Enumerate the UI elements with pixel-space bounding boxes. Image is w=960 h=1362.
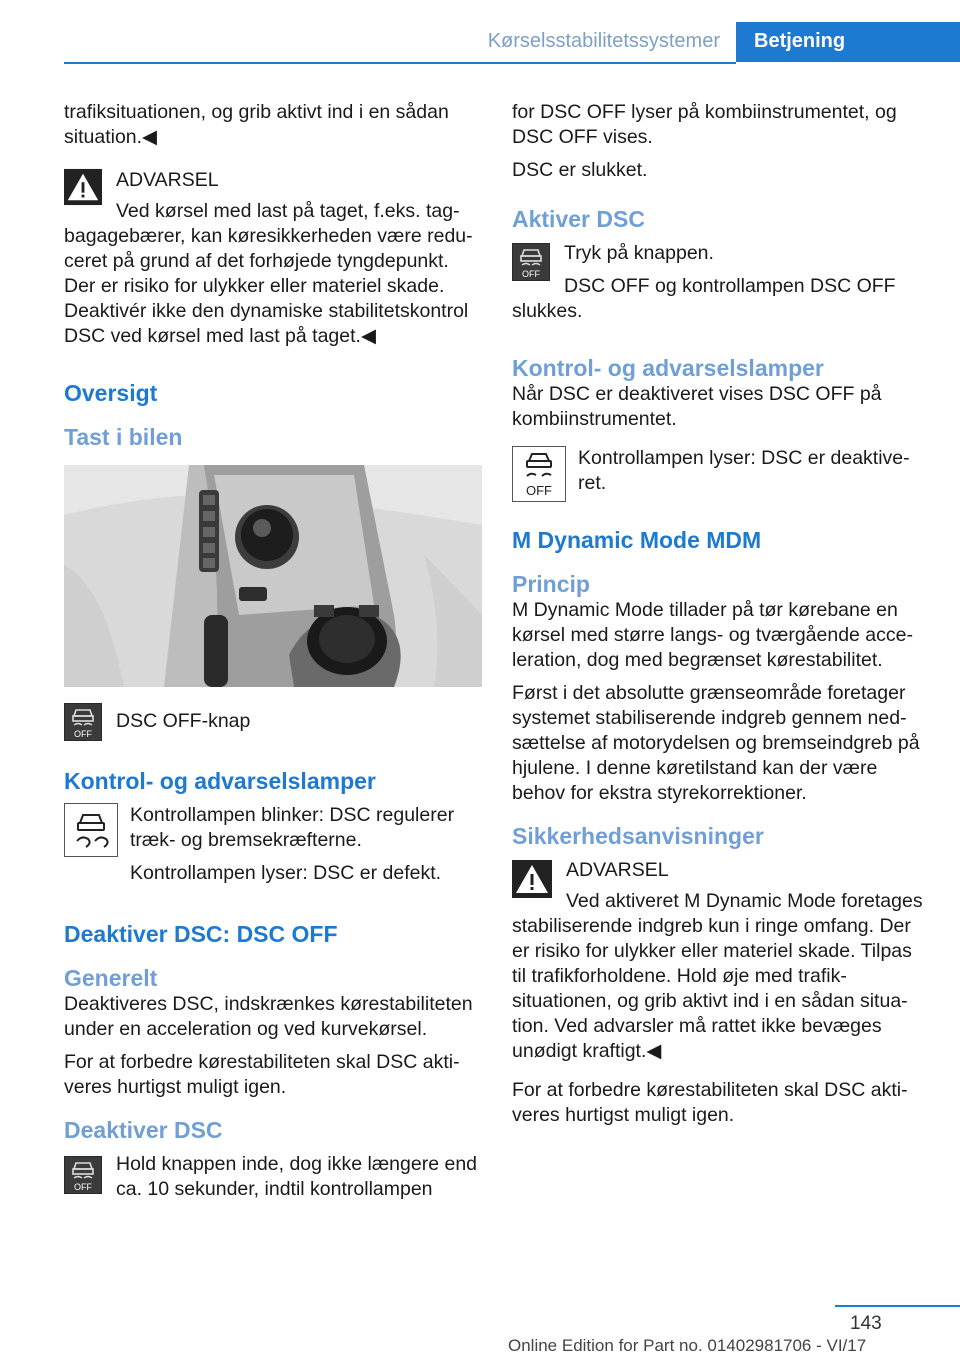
page-number: 143 xyxy=(850,1313,882,1334)
console-illustration xyxy=(64,465,482,687)
aktiver-step-2: DSC OFF og kontrollampen DSC OFF slukkes. xyxy=(512,275,896,322)
warning-triangle-icon xyxy=(512,860,552,898)
heading-oversigt: Oversigt xyxy=(64,380,158,406)
warning-block xyxy=(512,858,930,1064)
warning-text: Ved aktiveret M Dynamic Mode foretages stabiliserende indgreb kun i ringe omfang. Der er risiko for ulykker eller materiel skade. Tilpas til trafikforholdene. Hold øje med trafiksituationen, og grib aktivt ind i en sådan situation. Ved advarsler må rattet ikke bevæges unødigt kraftigt.◀ xyxy=(512,890,923,1062)
dsc-lamp-block xyxy=(64,803,482,894)
warning-triangle-icon xyxy=(64,168,102,206)
dsc-off-icon xyxy=(64,1156,102,1194)
lamp-lyser-text: Kontrollampen lyser: DSC er defekt. xyxy=(130,862,442,884)
heading-kontrol-og-advarselslamper: Kontrol- og advarselslamper xyxy=(64,768,376,794)
dsc-traction-lamp-icon xyxy=(64,803,118,857)
edition-footer: Online Edition for Part no. 01402981706 - VI/17 xyxy=(508,1336,867,1355)
dsc-off-lamp-icon xyxy=(512,446,566,502)
warning-block xyxy=(64,168,482,349)
dsc-off-icon-label: OFF xyxy=(74,1182,92,1192)
header-rule xyxy=(64,62,736,64)
dsc-off-icon xyxy=(512,243,550,281)
right-column xyxy=(512,100,930,1136)
heading-generelt: Generelt xyxy=(64,965,158,991)
dsc-off-lamp-block xyxy=(512,446,930,502)
heading-m-dynamic-mode: M Dynamic Mode MDM xyxy=(512,527,762,553)
paragraph: DSC er slukket. xyxy=(512,159,648,181)
warning-label: ADVARSEL xyxy=(566,859,669,881)
dsc-off-icon xyxy=(64,703,102,741)
dsc-off-knap-label: DSC OFF-knap xyxy=(116,710,251,732)
footer-rule xyxy=(835,1305,960,1307)
generelt-paragraph-2: For at forbedre kørestabiliteten skal DSC aktiveres hurtigst muligt igen. xyxy=(64,1051,460,1098)
princip-paragraph-1: M Dynamic Mode tillader på tør kørebane en kørsel med større langs- og tværgående acceleration, dog med begrænset kørestabilitet. xyxy=(512,599,913,671)
heading-sikkerhedsanvisninger: Sikkerhedsanvisninger xyxy=(512,823,764,849)
heading-tast-i-bilen: Tast i bilen xyxy=(64,424,183,450)
left-column xyxy=(64,100,482,1210)
heading-deaktiver-dsc: Deaktiver DSC xyxy=(64,1117,223,1143)
paragraph: trafiksituationen, og grib aktivt ind i en sådan situation.◀ xyxy=(64,101,449,148)
header-chapter-tab[interactable]: Betjening xyxy=(736,22,960,62)
heading-princip: Princip xyxy=(512,571,590,597)
heading-aktiver-dsc: Aktiver DSC xyxy=(512,206,645,232)
heading-kontrol-og-advarselslamper: Kontrol- og advarselslamper xyxy=(512,355,824,381)
dsc-off-lamp-label: OFF xyxy=(526,483,552,498)
dsc-off-icon-label: OFF xyxy=(522,269,540,279)
generelt-paragraph-1: Deaktiveres DSC, indskrænkes kørestabiliteten under en acceleration og ved kurvekørsel. xyxy=(64,993,473,1040)
heading-deaktiver-dsc-off: Deaktiver DSC: DSC OFF xyxy=(64,921,338,947)
kontrol-lamp-text: Kontrollampen lyser: DSC er deaktiveret. xyxy=(578,447,910,494)
aktiver-dsc-block xyxy=(512,241,930,332)
deaktiver-dsc-text: Hold knappen inde, dog ikke længere end ca. 10 sekunder, indtil kontrollampen xyxy=(116,1153,478,1200)
deaktiver-dsc-block xyxy=(64,1152,482,1202)
page-header xyxy=(0,22,960,62)
aktiver-step-1: Tryk på knappen. xyxy=(564,242,714,264)
warning-text: Ved kørsel med last på taget, f.eks. tagbagagebærer, kan køresikkerheden være reduceret på grund af det forhøjede tyngdepunkt. Der er risiko for ulykker eller materiel skade. Deaktivér ikke den dynamiske stabilitetskontrol DSC ved kørsel med last på taget.◀ xyxy=(64,200,473,347)
paragraph: for DSC OFF lyser på kombiinstrumentet, og DSC OFF vises. xyxy=(512,101,897,148)
warning-label: ADVARSEL xyxy=(116,169,219,191)
header-section-title: Kørselsstabilitetssystemer xyxy=(487,30,720,52)
dsc-off-button-block xyxy=(64,703,482,741)
kontrol-paragraph: Når DSC er deaktiveret vises DSC OFF på kombiinstrumentet. xyxy=(512,383,882,430)
last-paragraph: For at forbedre kørestabiliteten skal DSC aktiveres hurtigst muligt igen. xyxy=(512,1079,908,1126)
princip-paragraph-2: Først i det absolutte grænseområde foretager systemet stabiliserende indgreb gennem nedsættelse af motorydelsen og bremseindgreb på hjulene. I denne køretilstand kan der være behov for ekstra styrekorrektioner. xyxy=(512,682,920,804)
dsc-off-icon-label: OFF xyxy=(74,729,92,739)
center-console-photo xyxy=(64,465,482,687)
lamp-blink-text: Kontrollampen blinker: DSC regulerer træk- og bremsekræfterne. xyxy=(130,804,455,851)
